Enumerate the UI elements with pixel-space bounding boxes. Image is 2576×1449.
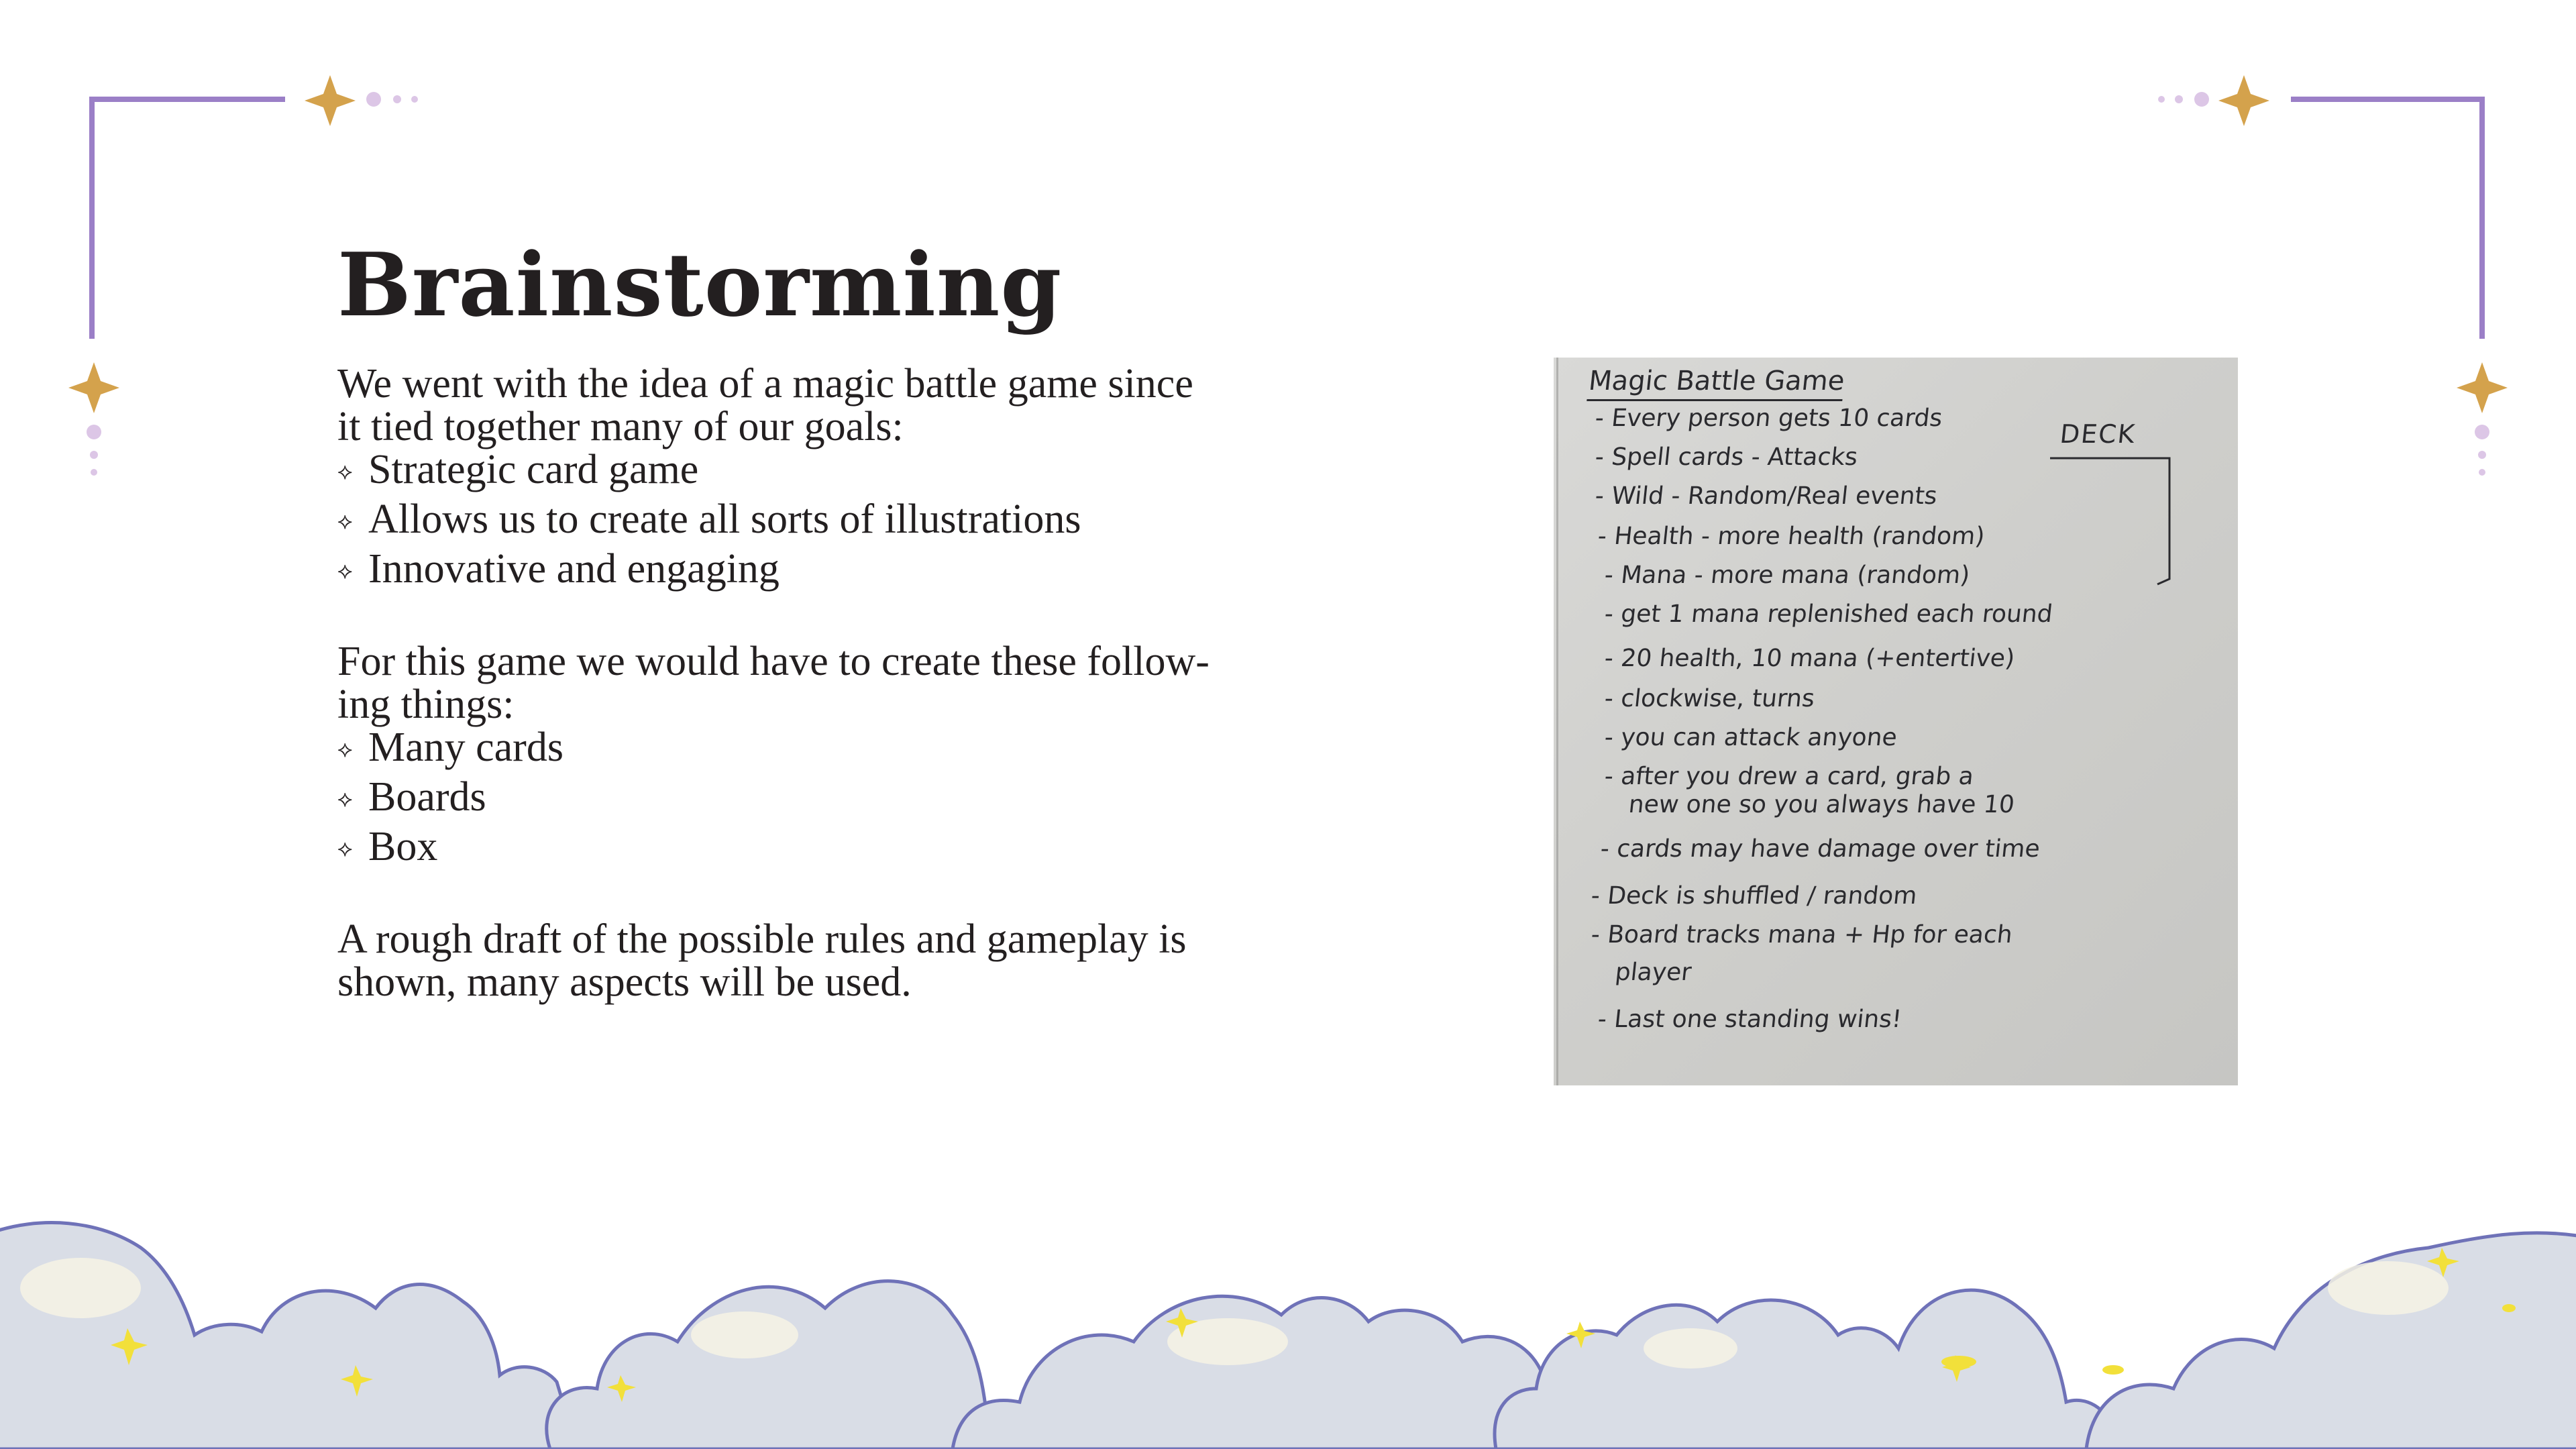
paragraph-line: A rough draft of the possible rules and gameplay is [337,916,1187,962]
dot-icon [2194,92,2209,107]
note-line: - clockwise, turns [1603,685,1816,712]
note-line: player [1613,959,1693,986]
note-line: - get 1 mana replenished each round [1603,600,2054,628]
paragraph-line: it tied together many of our goals: [337,404,904,449]
dot-icon [2158,96,2165,103]
body-text [337,362,1290,1004]
slide-title: Brainstorming [337,233,1063,336]
paragraph-line: For this game we would have to create these follow- [337,639,1210,684]
frame-line-left [92,99,285,339]
paragraph-gap [337,875,1290,918]
list-item-text: Box [368,824,438,869]
list-item [337,448,1290,498]
note-line: - 20 health, 10 mana (+entertive) [1603,645,2017,672]
note-line: - Spell cards - Attacks [1593,443,1860,471]
dot-icon [366,92,381,107]
note-line: - Mana - more mana (random) [1603,561,1972,589]
paragraph-gap [337,597,1290,640]
dot-icon [411,96,418,103]
diamond-bullet-icon: ⟡ [337,787,353,812]
list-item [337,825,1290,875]
list-item [337,547,1290,597]
sparkle-icon [2457,362,2508,413]
list-item-text: Allows us to create all sorts of illustrations [368,496,1081,542]
list-item-text: Strategic card game [368,447,699,492]
note-line: - after you drew a card, grab a [1603,763,1976,790]
note-line: - Deck is shuffled / random [1589,882,1919,910]
clouds [0,1223,2576,1449]
list-item-text: Innovative and engaging [368,546,780,592]
note-line: - cards may have damage over time [1599,835,2041,863]
paragraph-line: We went with the idea of a magic battle game since [337,361,1193,407]
dot-icon [90,451,98,459]
diamond-bullet-icon: ⟡ [337,837,353,861]
dot-icon [2475,425,2489,439]
diamond-bullet-icon: ⟡ [337,460,353,484]
list-item-text: Boards [368,774,486,820]
dot-icon [2479,469,2485,476]
diamond-bullet-icon: ⟡ [337,509,353,534]
dot-icon [2175,95,2183,103]
notes-title: Magic Battle Game [1587,366,1846,401]
dot-icon [393,95,401,103]
frame-line-right [2291,99,2482,339]
diamond-bullet-icon: ⟡ [337,737,353,762]
sparkle-icon [305,75,356,126]
note-line: - you can attack anyone [1603,724,1898,751]
sparkle-icon [68,362,119,413]
paragraph-line: ing things: [337,682,515,727]
diamond-bullet-icon: ⟡ [337,559,353,584]
paragraph-line: shown, many aspects will be used. [337,959,912,1005]
list-item [337,775,1290,825]
dot-icon [87,425,101,439]
note-line: - Wild - Random/Real events [1593,482,1939,510]
list-item-text: Many cards [368,724,564,770]
cloud-border-illustration [0,1208,2576,1449]
note-line: - Board tracks mana + Hp for each [1589,921,2014,949]
list-item [337,726,1290,775]
sparkle-icon [2218,75,2269,126]
note-line: - Last one standing wins! [1596,1006,1903,1033]
note-line: new one so you always have 10 [1627,791,2016,818]
note-line: - Health - more health (random) [1596,523,1986,550]
list-item [337,498,1290,547]
dot-icon [2478,451,2486,459]
handwritten-notes-photo [1554,358,2238,1085]
note-line: - Every person gets 10 cards [1593,405,1944,432]
dot-icon [91,469,97,476]
deck-label: DECK [2058,419,2138,449]
